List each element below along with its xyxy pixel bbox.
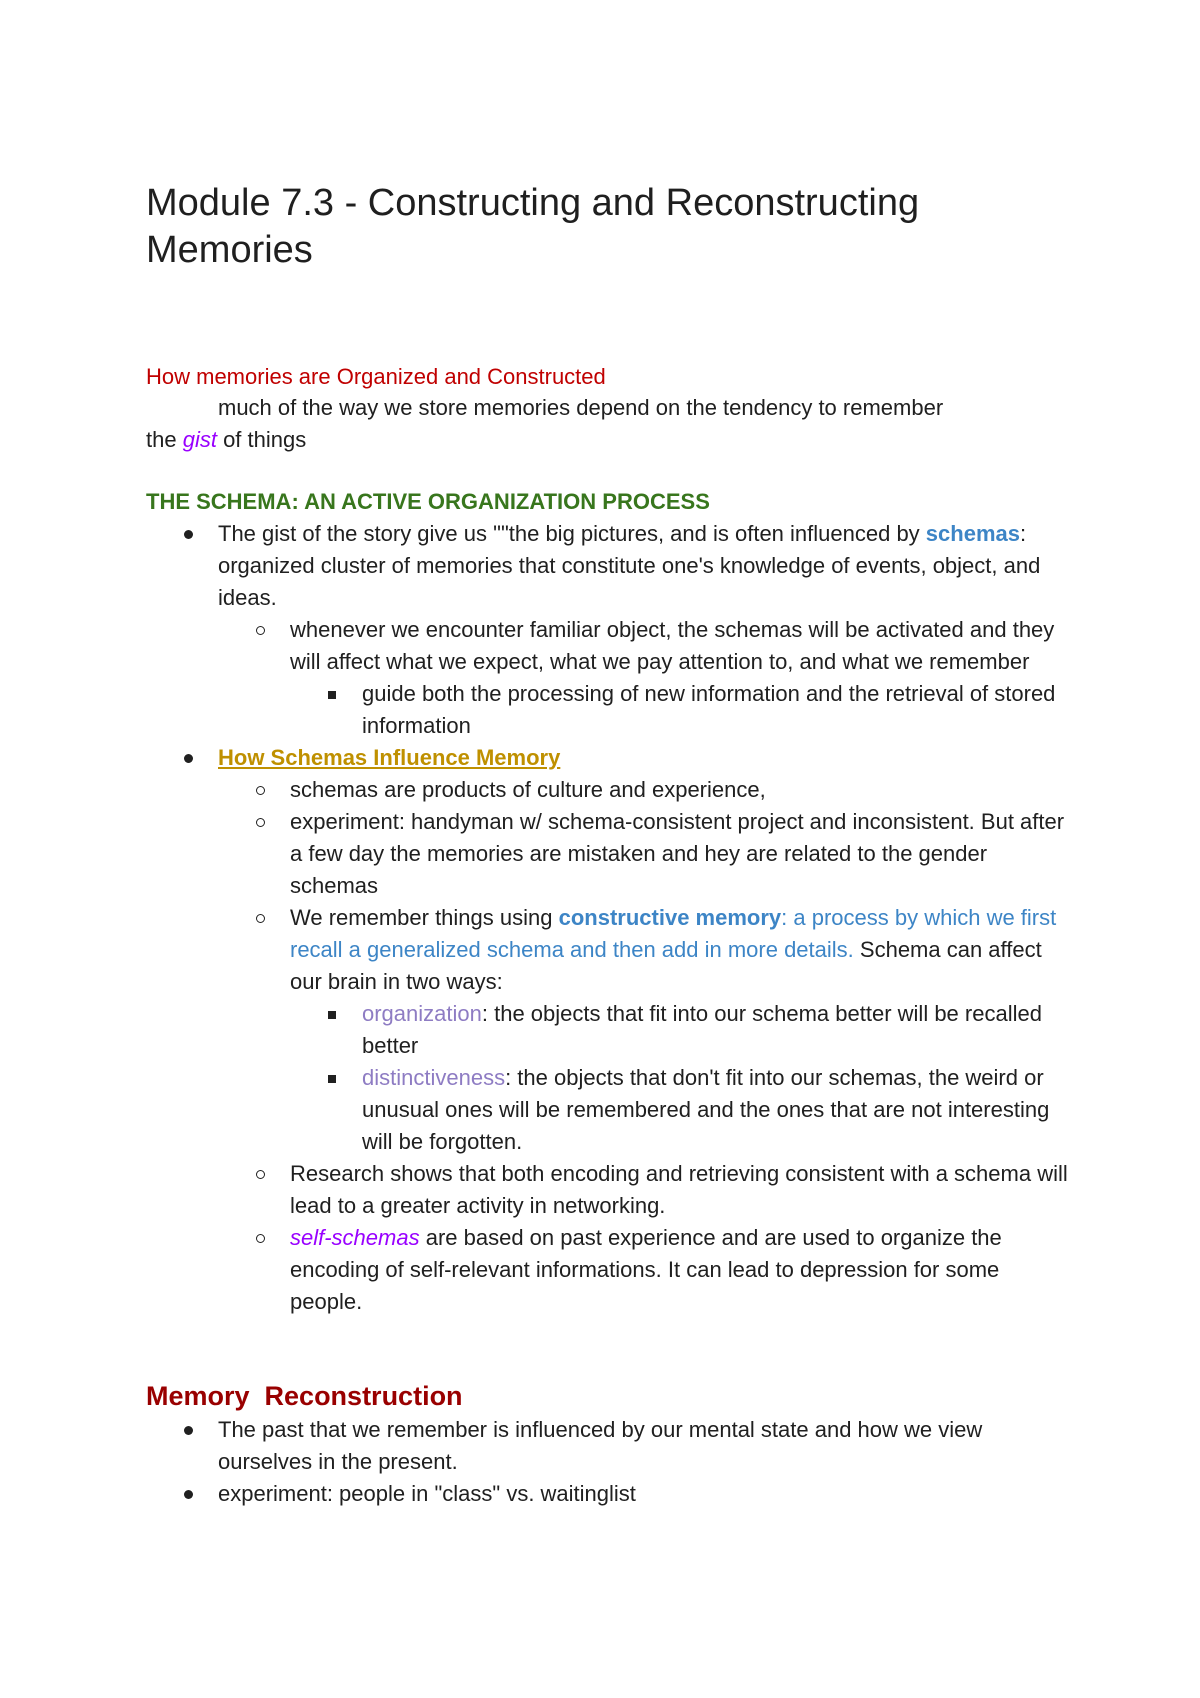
b2-s5-text: are based on past experience and are used to organize the encoding of self-relevant informations. It can lead to depression for some people. xyxy=(290,1225,1002,1314)
gist-term: gist xyxy=(182,427,217,452)
b1-pre: The gist of the story give us ""the big pictures, and is often influenced by xyxy=(218,521,926,546)
list-item xyxy=(290,998,1076,1062)
schema-list xyxy=(146,518,1076,1318)
constructive-memory-term: constructive memory xyxy=(558,905,782,930)
list-item xyxy=(218,774,1076,806)
intro-paragraph xyxy=(146,392,1076,456)
reconstruction-list xyxy=(146,1414,1076,1510)
b1-post: : organized cluster of memories that constitute one's knowledge of events, object, and ideas. xyxy=(218,521,1041,610)
list-item xyxy=(218,614,1076,742)
list-item xyxy=(290,678,1076,742)
list-item xyxy=(290,1062,1076,1158)
list-item xyxy=(146,1478,1076,1510)
sublist xyxy=(218,614,1076,742)
b2-s2: experiment: handyman w/ schema-consistent project and inconsistent. But after a few day the memories are mistaken and hey are related to the gender schemas xyxy=(290,809,1065,898)
intro-line-2 xyxy=(146,424,1076,456)
b2-s3-colon: : xyxy=(781,905,794,930)
how-schemas-link[interactable]: How Schemas Influence Memory xyxy=(218,745,561,770)
list-item xyxy=(218,1158,1076,1222)
sublist xyxy=(290,998,1076,1158)
organization-text: : the objects that fit into our schema better will be recalled better xyxy=(362,1001,1042,1058)
list-item xyxy=(218,806,1076,902)
list-item xyxy=(146,518,1076,742)
b1-sub1: whenever we encounter familiar object, the schemas will be activated and they will affect what we expect, what we pay attention to, and what we remember xyxy=(290,617,1055,674)
b2-s4: Research shows that both encoding and retrieving consistent with a schema will lead to a greater activity in networking. xyxy=(290,1161,1068,1218)
document-page xyxy=(146,180,1076,1510)
self-schemas-term: self-schemas xyxy=(290,1225,420,1250)
sublist xyxy=(218,774,1076,1318)
mr-b1: The past that we remember is influenced by our mental state and how we view ourselves in the present. xyxy=(218,1417,983,1474)
distinctiveness-text: : the objects that don't fit into our schemas, the weird or unusual ones will be remembered and the ones that are not interesting will be forgotten. xyxy=(362,1065,1050,1154)
sublist xyxy=(290,678,1076,742)
b1-sub1a: guide both the processing of new information and the retrieval of stored information xyxy=(362,681,1056,738)
list-item xyxy=(146,742,1076,1318)
mr-b2: experiment: people in "class" vs. waitinglist xyxy=(218,1481,636,1506)
distinctiveness-term: distinctiveness xyxy=(362,1065,506,1090)
list-item xyxy=(218,902,1076,1158)
page-title: Module 7.3 - Constructing and Reconstructing Memories xyxy=(146,182,920,271)
intro-line-1: much of the way we store memories depend on the tendency to remember xyxy=(218,395,944,420)
subheading-organized: How memories are Organized and Constructed xyxy=(146,364,606,389)
b2-s3-pre: We remember things using xyxy=(290,905,559,930)
list-item xyxy=(146,1414,1076,1478)
list-item xyxy=(218,1222,1076,1318)
b2-s3-post: Schema can affect our brain in two ways: xyxy=(290,937,1042,994)
intro-post: of things xyxy=(216,427,307,452)
b2-s1: schemas are products of culture and experience, xyxy=(290,777,766,802)
section-heading-reconstruction: Memory Reconstruction xyxy=(146,1381,463,1411)
section-heading-schema: THE SCHEMA: AN ACTIVE ORGANIZATION PROCESS xyxy=(146,489,710,514)
constructive-memory-definition: a process by which we first recall a generalized schema and then add in more details. xyxy=(290,905,1057,962)
schemas-term: schemas xyxy=(925,521,1020,546)
organization-term: organization xyxy=(362,1001,482,1026)
intro-pre: the xyxy=(146,427,183,452)
